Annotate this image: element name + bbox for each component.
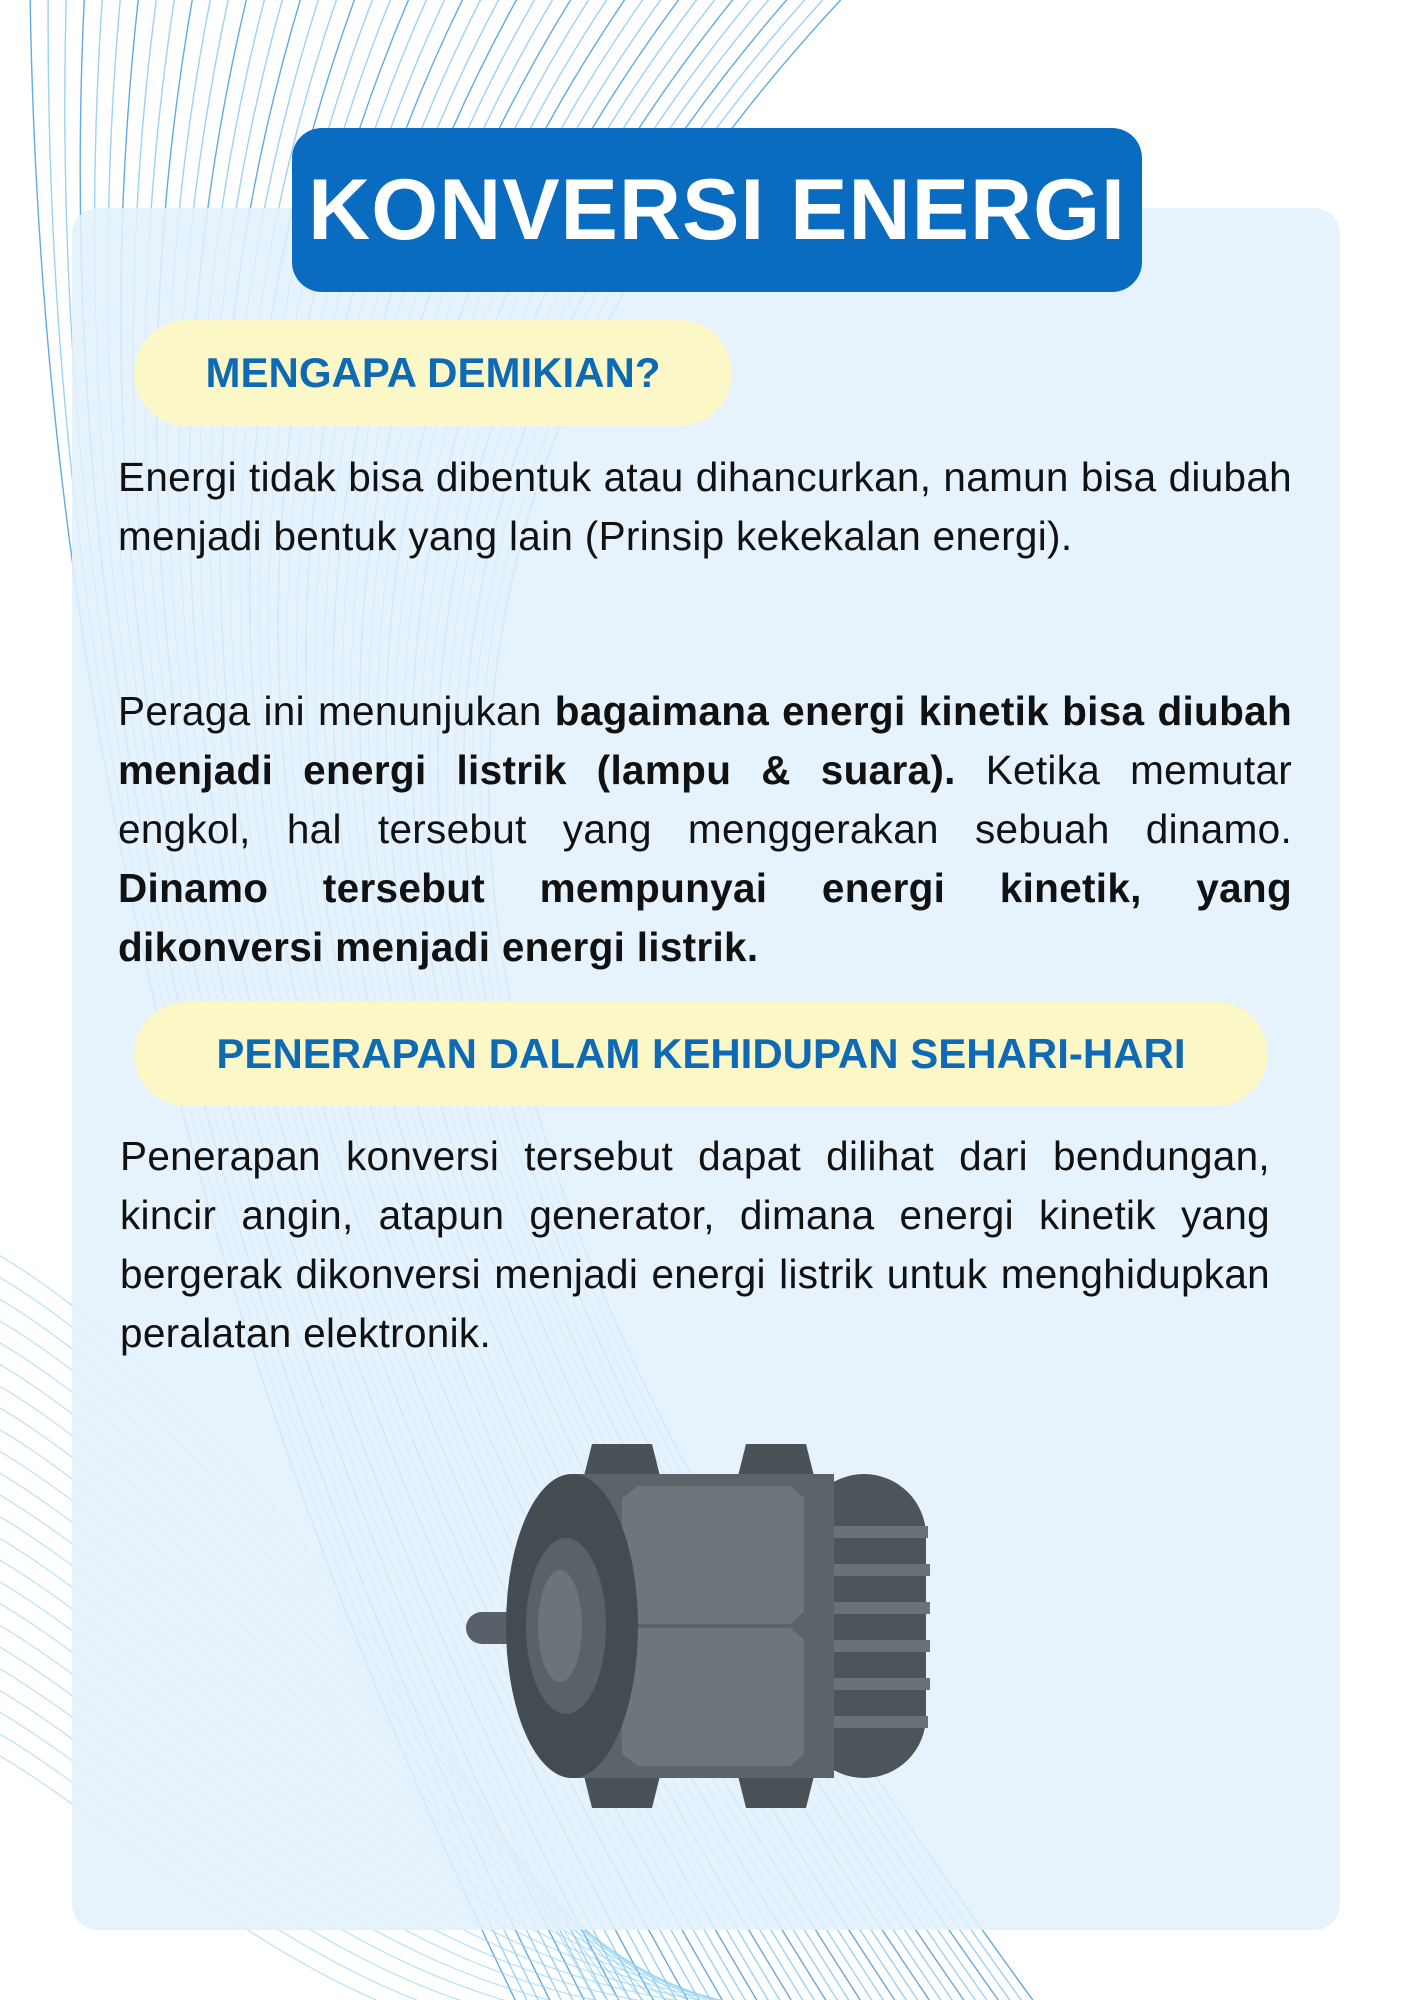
section-heading-application-label: PENERAPAN DALAM KEHIDUPAN SEHARI-HARI	[216, 1030, 1186, 1077]
electric-motor-icon	[462, 1440, 932, 1812]
title-banner	[292, 128, 1142, 292]
section-heading-application	[134, 1002, 1268, 1106]
paragraph-demonstration-part-1: Peraga ini menunjukan	[118, 688, 555, 734]
section-heading-why	[134, 320, 732, 426]
paragraph-demonstration-bold-2: Dinamo tersebut mempunyai energi kinetik, yang dikonversi menjadi energi listrik.	[118, 865, 1292, 970]
paragraph-demonstration-bold-1: bagaimana energi kinetik bisa diubah menjadi energi listrik (lampu & suara).	[118, 688, 1292, 793]
paragraph-energy-principle: Energi tidak bisa dibentuk atau dihancurkan, namun bisa diubah menjadi bentuk yang lain (Prinsip kekekalan energi).	[118, 454, 1292, 559]
paragraph-demonstration-part-3: Ketika memutar engkol, hal tersebut yang menggerakan sebuah dinamo.	[118, 747, 1292, 852]
paragraph-demonstration	[118, 682, 1292, 977]
paragraph-application: Penerapan konversi tersebut dapat dilihat dari bendungan, kincir angin, atapun generator, dimana energi kinetik yang bergerak dikonversi menjadi energi listrik untuk menghidupkan peralatan elektronik.	[120, 1133, 1270, 1356]
section-heading-why-label: MENGAPA DEMIKIAN?	[205, 349, 661, 396]
page-title: KONVERSI ENERGI	[308, 161, 1126, 258]
